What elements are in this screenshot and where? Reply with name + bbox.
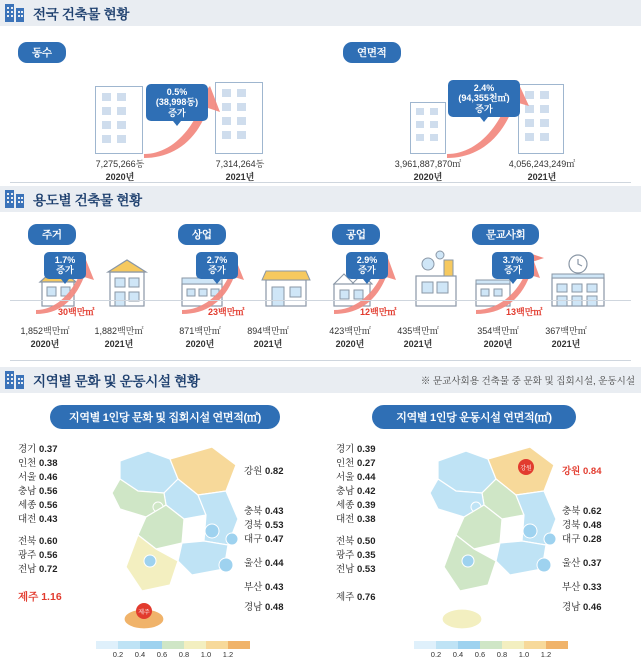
category-label-commercial: 상업: [178, 224, 226, 245]
group-label-count: 동수: [18, 42, 66, 63]
section-header-regional: [0, 367, 641, 393]
callout-area: 2.4% (94,355천㎡) 증가: [448, 80, 520, 117]
caption-commercial-2021: 894백만㎡ 2021년: [247, 326, 289, 349]
building-icon: [5, 369, 27, 391]
caption-education-2020: 354백만㎡ 2020년: [477, 326, 519, 349]
caption-commercial-2020: 871백만㎡ 2020년: [179, 326, 221, 349]
usage-building-status-panel: [0, 212, 641, 367]
caption-education-2021: 367백만㎡ 2021년: [545, 326, 587, 349]
caption-2021-count: 7,314,264동 2021년: [215, 159, 265, 182]
svg-text:제주: 제주: [138, 610, 150, 616]
national-building-status-panel: [0, 26, 641, 186]
korea-map-sports: [404, 435, 574, 635]
legend-culture: 0.2 0.4 0.6 0.8 1.0 1.2: [96, 641, 250, 659]
caption-residential-2021: 1,882백만㎡ 2021년: [94, 326, 144, 349]
korea-map-culture: [86, 435, 256, 635]
caption-2021-area: 4,056,243,249㎡ 2021년: [508, 159, 576, 182]
group-label-area: 연면적: [343, 42, 401, 63]
caption-industrial-2021: 435백만㎡ 2021년: [397, 326, 439, 349]
building-icon: [5, 2, 27, 24]
delta-industrial: 12백만㎡: [360, 307, 397, 317]
callout-industrial: 2.9% 증가: [346, 252, 388, 279]
section-header-usage: [0, 186, 641, 212]
callout-education: 3.7% 증가: [492, 252, 534, 279]
callout-residential: 1.7% 증가: [44, 252, 86, 279]
delta-residential: 30백만㎡: [58, 307, 95, 317]
section-title: 용도별 건축물 현황: [33, 193, 142, 208]
category-label-education: 문교사회: [472, 224, 539, 245]
section-title: 전국 건축물 현황: [33, 7, 130, 22]
caption-2020-count: 7,275,266동 2020년: [95, 159, 145, 182]
callout-count: 0.5% (38,998동) 증가: [146, 84, 208, 121]
building-icon: [5, 188, 27, 210]
caption-2020-area: 3,961,887,870㎡ 2020년: [394, 159, 462, 182]
regional-facility-panel: 지역별 1인당 문화 및 집회시설 연면적(㎡) 제주 경기 0.37 인천 0.38 서울 0.46 충남 0.56 세종 0.56 대전 0.43 전북 0.60 광주 0.56 전남 0.72 제주 1.16 강원 0.82 충북 0.43 경북 0.53 대구 0.47 울산 0.44 부산 0.43 경남 0.48 0.2 0.4 0.6 0.8 1.0 1.2 지역별 1인당 운동시설 연면적(㎡) 강원 경기 0.39 인천 0.27 서울 0.44 충남 0.42 세종 0.39 대전 0.38 전북 0.50 광주 0.35 전남 0.53 제주 0.76 강원 0.84 충북 0.62 경북 0.48 대구 0.28 울산 0.37 부산 0.33 경남 0.46 0.2 0.4 0.6 0.8 1.0 1.2: [0, 393, 641, 663]
map-title-sports: 지역별 1인당 운동시설 연면적(㎡): [372, 405, 576, 429]
map-title-culture: 지역별 1인당 문화 및 집회시설 연면적(㎡): [50, 405, 280, 429]
svg-text:강원: 강원: [520, 466, 532, 472]
category-label-industrial: 공업: [332, 224, 380, 245]
category-label-residential: 주거: [28, 224, 76, 245]
caption-residential-2020: 1,852백만㎡ 2020년: [20, 326, 70, 349]
callout-commercial: 2.7% 증가: [196, 252, 238, 279]
section-title: 지역별 문화 및 운동시설 현황: [33, 374, 200, 389]
caption-industrial-2020: 423백만㎡ 2020년: [329, 326, 371, 349]
section-header-national: [0, 0, 641, 26]
section-note: ※ 문교사회용 건축물 중 문화 및 집회시설, 운동시설: [420, 376, 635, 387]
legend-sports: 0.2 0.4 0.6 0.8 1.0 1.2: [414, 641, 568, 659]
shop-icon: [168, 254, 323, 316]
delta-commercial: 23백만㎡: [208, 307, 245, 317]
delta-education: 13백만㎡: [506, 307, 543, 317]
